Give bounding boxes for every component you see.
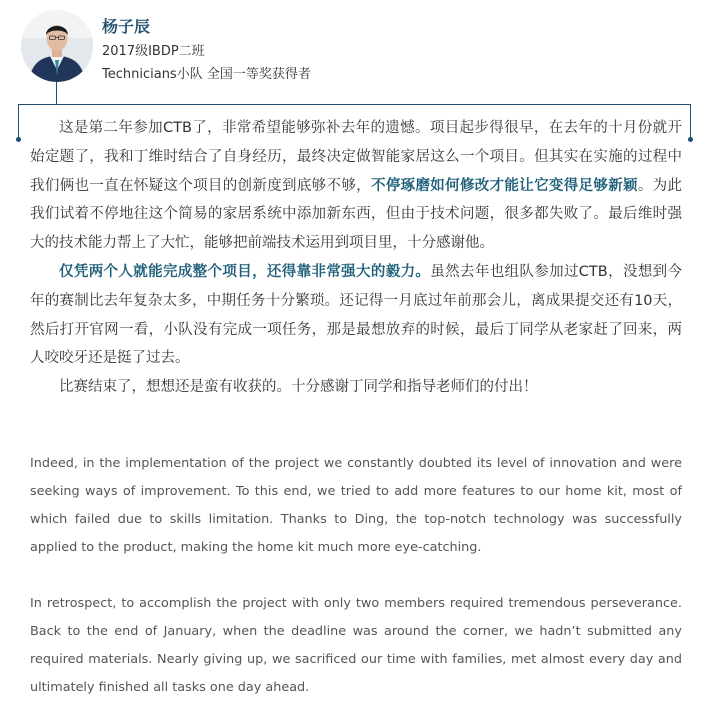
- chinese-paragraph-3: 比赛结束了，想想还是蛮有收获的。十分感谢丁同学和指导老师们的付出！: [59, 379, 538, 396]
- english-paragraph-2: In retrospect, to accomplish the project with only two members required tremendous perseverance. Back to the end of January, when the deadline was around the corner, we hadn’t submitted any required materials. Nearly giving up, we sacrificed our time with families, met almost every day and ultimately finished all tasks one day ahead.: [30, 596, 682, 695]
- frame-top-line: [18, 104, 691, 105]
- chinese-p2-highlight: 仅凭两个人就能完成整个项目，还得靠非常强大的毅力。: [59, 263, 431, 280]
- profile-name: 杨子辰: [102, 17, 151, 36]
- chinese-paragraph-2: [30, 258, 682, 373]
- frame-left-dot: [16, 137, 21, 142]
- chinese-p1-highlight: 不停琢磨如何修改才能让它变得足够新颖: [371, 177, 638, 194]
- chinese-p1-text-b: 。为此我们试着不停地往这个简易的家居系统中添加新东西，但由于技术问题，很多都失败了。最后维时强大的技术能力帮上了大忙，能够把前端技术运用到项目里，十分感谢他。: [30, 177, 683, 252]
- english-paragraph-1: Indeed, in the implementation of the project we constantly doubted its level of innovation and were seeking ways of improvement. To this end, we tried to add more features to our home kit, most of which failed due to skills limitation. Thanks to Ding, the top-notch technology was successfully applied to the product, making the home kit much more eye-catching.: [30, 456, 682, 555]
- frame-left-line: [18, 104, 19, 138]
- profile-award: Technicians小队 全国一等奖获得者: [102, 67, 311, 82]
- frame-right-dot: [688, 137, 693, 142]
- profile-class: 2017级IBDP二班: [102, 44, 205, 59]
- chinese-p2-text: 虽然去年也组队参加过CTB，没想到今年的赛制比去年复杂太多，中期任务十分繁琐。还记得一月底过年前那会儿，离成果提交还有10天，然后打开官网一看，小队没有完成一项任务，那是最想放弃的时候，最后丁同学从老家赶了回来，两人咬咬牙还是挺了过去。: [30, 263, 682, 367]
- frame-right-line: [690, 104, 691, 138]
- chinese-paragraph-1: [30, 114, 682, 258]
- chinese-p1-text-a: 这是第二年参加CTB了，非常希望能够弥补去年的遗憾。项目起步得很早，在去年的十月份就开始定题了，我和丁维时结合了自身经历，最终决定做智能家居这么一个项目。但其实在实施的过程中我们俩也一直在怀疑这个项目的创新度到底够不够，: [30, 120, 682, 194]
- avatar: [21, 10, 93, 82]
- connector-line: [56, 82, 57, 104]
- chinese-text: [30, 114, 682, 402]
